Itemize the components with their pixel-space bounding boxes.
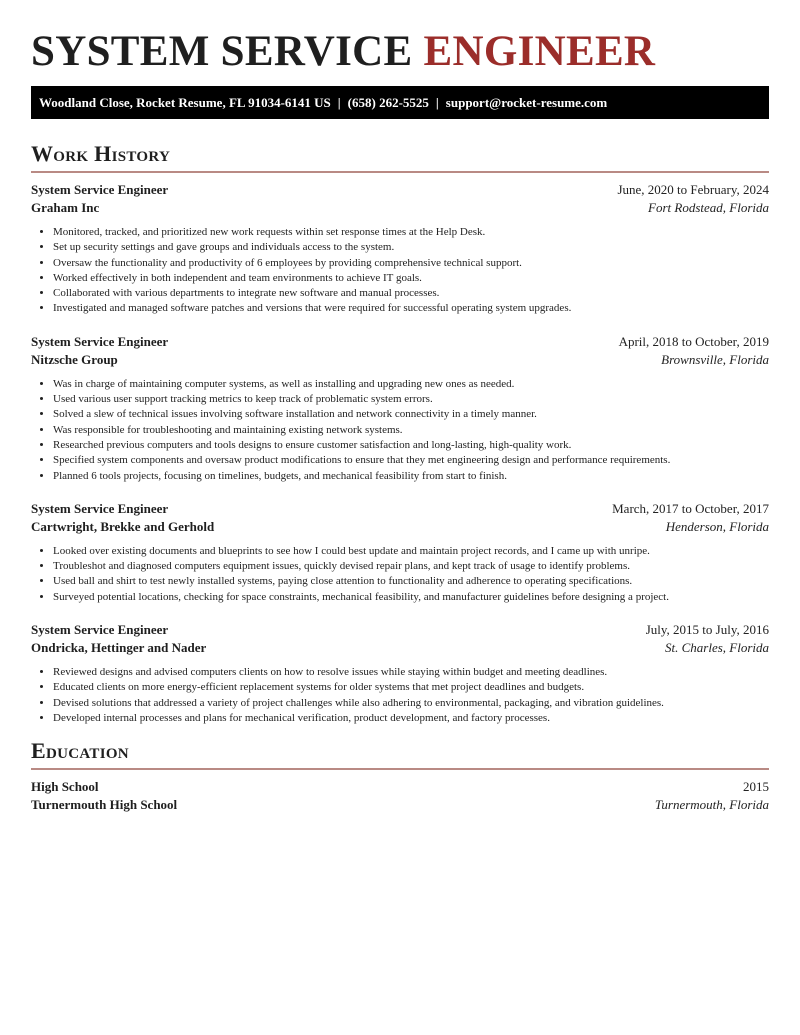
- job-header-row: [31, 181, 769, 199]
- job-bullet: • Looked over existing documents and blueprints to see how I could best update and maintain project records, and I came up with unripe.: [53, 544, 769, 559]
- job-bullet: • Surveyed potential locations, checking for space constraints, mechanical feasibility, and manufacturer guidelines before designing a project.: [53, 590, 769, 605]
- job-bullet: • Specified system components and oversaw product modifications to ensure that they met engineering design and performance requirements.: [53, 453, 769, 468]
- job-dates: March, 2017 to October, 2017: [612, 500, 769, 516]
- education-list: [31, 778, 769, 814]
- job-bullet: • Worked effectively in both independent and team environments to achieve IT goals.: [53, 271, 769, 286]
- job-title: System Service Engineer: [31, 182, 169, 197]
- job-company: Ondricka, Hettinger and Nader: [31, 640, 207, 656]
- job-bullet: • Was in charge of maintaining computer systems, as well as installing and upgrading new ones as needed.: [53, 377, 769, 392]
- education-school-row: [31, 796, 769, 814]
- job-location: Brownsville, Florida: [661, 351, 769, 367]
- job-bullet: • Solved a slew of technical issues involving software installation and network connectivity in a timely manner.: [53, 407, 769, 422]
- job-company: Cartwright, Brekke and Gerhold: [31, 518, 215, 534]
- contact-email: support@rocket-resume.com: [445, 95, 608, 110]
- job-header-row: [31, 500, 769, 518]
- job-bullet-list: [31, 665, 769, 726]
- job-title: System Service Engineer: [31, 333, 169, 349]
- job-location: Fort Rodstead, Florida: [648, 200, 769, 215]
- job-bullet: • Set up security settings and gave groups and individuals access to the system.: [53, 240, 769, 255]
- job-entry: [31, 181, 769, 317]
- contact-phone: (658) 262-5525: [347, 95, 429, 110]
- title-main: SYSTEM SERVICE: [31, 28, 424, 75]
- job-company: Nitzsche Group: [31, 351, 118, 367]
- job-bullet: • Collaborated with various departments to integrate new software and manual processes.: [53, 286, 769, 301]
- job-company-row: [31, 199, 769, 217]
- job-bullet: • Oversaw the functionality and productivity of 6 employees by providing comprehensive technical support.: [53, 256, 769, 271]
- job-bullet: • Used various user support tracking metrics to keep track of problematic system errors.: [53, 392, 769, 407]
- job-bullet-list: [31, 544, 769, 605]
- job-entry: [31, 621, 769, 726]
- job-bullet: • Researched previous computers and tools designs to ensure customer satisfaction and long-lasting, high-quality work.: [53, 438, 769, 453]
- job-company-row: [31, 518, 769, 536]
- job-header-row: [31, 621, 769, 639]
- job-bullet: • Used ball and shirt to test newly installed systems, paying close attention to functionality and adherence to operating specifications.: [53, 574, 769, 589]
- job-title: System Service Engineer: [31, 500, 169, 516]
- education-location: Turnermouth, Florida: [654, 797, 769, 813]
- job-bullet: • Investigated and managed software patches and versions that were required for successful operating system upgrades.: [53, 301, 769, 316]
- job-location: Henderson, Florida: [665, 518, 769, 534]
- job-bullet-list: [31, 225, 769, 317]
- contact-separator: |: [337, 95, 341, 110]
- title-accent: ENGINEER: [423, 28, 656, 75]
- contact-separator: |: [435, 95, 439, 110]
- contact-bar: [31, 86, 769, 119]
- education-heading: Education: [31, 738, 769, 770]
- work-history-heading: Work History: [31, 141, 769, 173]
- job-bullet: • Reviewed designs and advised computers clients on how to resolve issues while staying within budget and meeting deadlines.: [53, 665, 769, 680]
- job-bullet: • Devised solutions that addressed a variety of project challenges while also adhering to environmental, packaging, and vibration guidelines.: [53, 696, 769, 711]
- job-title: System Service Engineer: [31, 622, 169, 638]
- job-company-row: [31, 351, 769, 369]
- contact-address: Woodland Close, Rocket Resume, FL 91034-6141 US: [39, 95, 331, 110]
- job-company: Graham Inc: [31, 200, 100, 215]
- job-bullet: • Educated clients on more energy-efficient replacement systems for older systems that met project deadlines and budgets.: [53, 680, 769, 695]
- job-dates: April, 2018 to October, 2019: [618, 333, 769, 349]
- job-bullet-list: [31, 377, 769, 484]
- job-bullet: • Was responsible for troubleshooting and maintaining existing network systems.: [53, 423, 769, 438]
- education-entry: [31, 778, 769, 814]
- education-year: 2015: [743, 779, 769, 795]
- job-bullet: • Planned 6 tools projects, focusing on timelines, budgets, and mechanical feasibility from start to finish.: [53, 469, 769, 484]
- education-header-row: [31, 778, 769, 796]
- education-school: Turnermouth High School: [31, 797, 178, 813]
- job-entry: [31, 500, 769, 605]
- resume-page: [31, 0, 769, 814]
- job-location: St. Charles, Florida: [664, 640, 769, 656]
- work-history-list: [31, 181, 769, 726]
- education-degree: High School: [31, 779, 99, 795]
- job-header-row: [31, 333, 769, 351]
- job-bullet: • Troubleshot and diagnosed computers equipment issues, quickly devised repair plans, and kept track of usage to identify problems.: [53, 559, 769, 574]
- job-entry: [31, 333, 769, 484]
- job-bullet: • Monitored, tracked, and prioritized new work requests within set response times at the Help Desk.: [53, 225, 769, 240]
- job-dates: July, 2015 to July, 2016: [645, 622, 769, 638]
- page-title: [31, 0, 769, 76]
- job-dates: June, 2020 to February, 2024: [617, 182, 769, 197]
- job-bullet: • Developed internal processes and plans for mechanical verification, product development, and factory processes.: [53, 711, 769, 726]
- job-company-row: [31, 639, 769, 657]
